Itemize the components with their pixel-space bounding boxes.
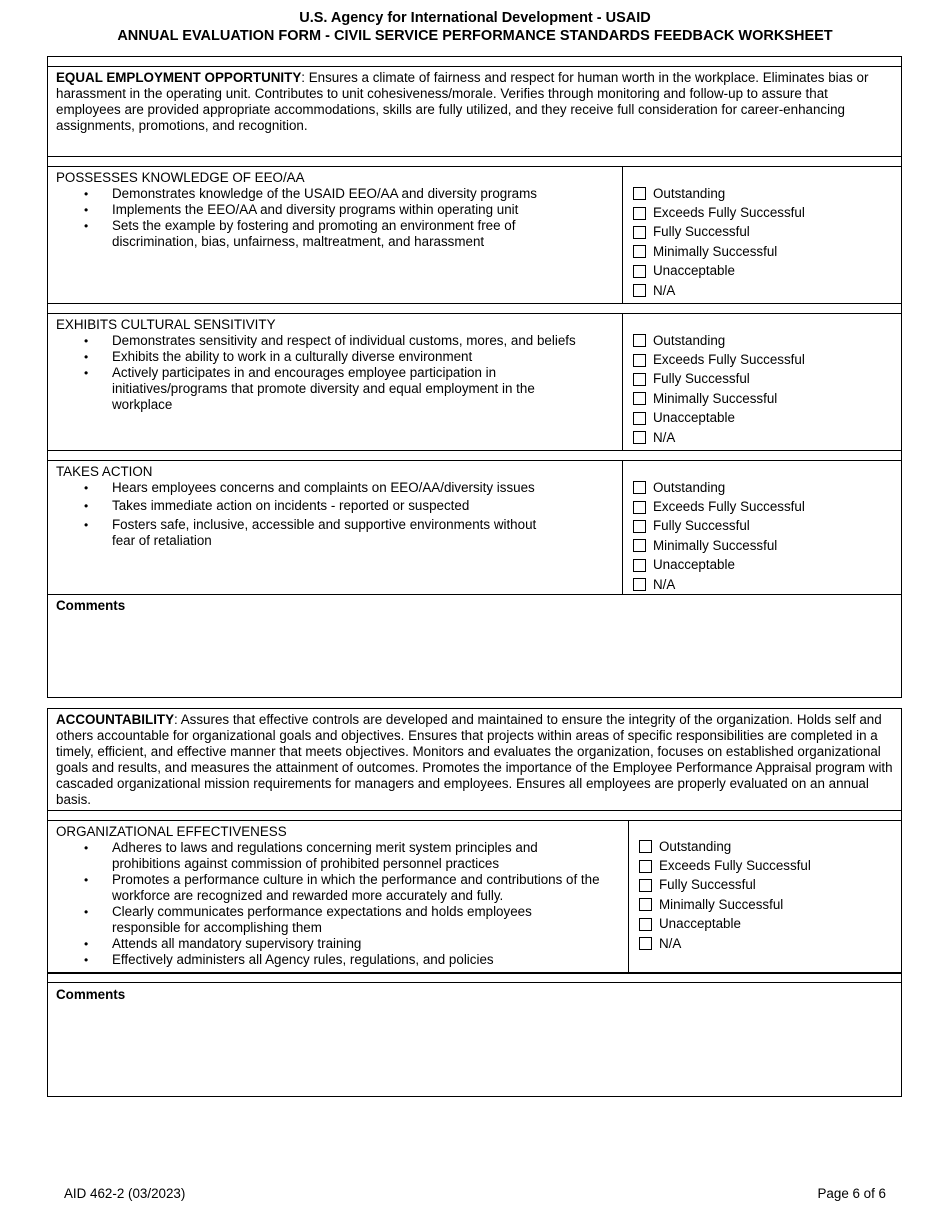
bullet-item: • Takes immediate action on incidents - reported or suspected [56, 498, 616, 514]
checkbox[interactable] [639, 840, 652, 853]
bullet-item: • Demonstrates knowledge of the USAID EEO/AA and diversity programs [56, 186, 616, 202]
option-label: Fully Successful [653, 518, 750, 534]
rule [47, 303, 902, 304]
option-label: Unacceptable [653, 557, 735, 573]
eeo-heading: EQUAL EMPLOYMENT OPPORTUNITY [56, 70, 302, 85]
checkbox[interactable] [633, 373, 646, 386]
section-bullets [56, 840, 616, 968]
option-label: Fully Successful [653, 224, 750, 240]
checkbox[interactable] [633, 392, 646, 405]
option-label: Fully Successful [659, 877, 756, 893]
rating-group [633, 478, 805, 594]
section-title: ORGANIZATIONAL EFFECTIVENESS [56, 824, 287, 839]
rule [47, 982, 902, 983]
form-number: AID 462-2 (03/2023) [64, 1186, 186, 1201]
eeo-description [56, 70, 894, 134]
checkbox[interactable] [633, 412, 646, 425]
bullet-item: • Fosters safe, inclusive, accessible and supportive environments without fear of retaliation [56, 517, 537, 549]
rule [47, 820, 902, 821]
rating-option[interactable] [633, 350, 805, 369]
column-divider [622, 313, 623, 450]
option-label: Outstanding [653, 479, 726, 495]
rating-option[interactable] [639, 837, 811, 856]
rating-option[interactable] [633, 409, 805, 428]
form-title: ANNUAL EVALUATION FORM - CIVIL SERVICE PERFORMANCE STANDARDS FEEDBACK WORKSHEET [117, 27, 833, 44]
section-bullets [56, 480, 616, 549]
column-divider [628, 820, 629, 972]
rule [47, 810, 902, 811]
rating-option[interactable] [633, 556, 805, 575]
option-label: N/A [659, 935, 682, 951]
accountability-text: : Assures that effective controls are developed and maintained to ensure the integrity of the organization. Holds self and others accountable for organizational goals and objectives. Ensures that projects within areas of specific responsibilities are completed in a timely, efficient, and effective manner that meets objectives. Monitors and evaluates the organization, focuses on established organizational goals and results, and measures the attainment of outcomes. Promotes the importance of the Employee Performance Appraisal program with cascaded organizational mission requirements for managers and employees. Ensures all employees are properly evaluated on an annual basis. [56, 712, 893, 807]
bullet-item: • Sets the example by fostering and promoting an environment free of discrimination, bias, unfairness, maltreatment, and harassment [56, 218, 552, 250]
rule [47, 66, 902, 67]
column-divider [622, 166, 623, 303]
comments-field[interactable] [48, 614, 901, 696]
accountability-description [56, 712, 894, 808]
rule [47, 450, 902, 451]
form-header [0, 10, 950, 45]
column-divider [622, 460, 623, 594]
option-label: Exceeds Fully Successful [653, 499, 805, 515]
accountability-heading: ACCOUNTABILITY [56, 712, 175, 727]
section-title: TAKES ACTION [56, 464, 153, 479]
option-label: Minimally Successful [659, 896, 784, 912]
rating-option[interactable] [633, 203, 805, 222]
checkbox[interactable] [639, 937, 652, 950]
bullet-item: • Exhibits the ability to work in a culturally diverse environment [56, 349, 616, 365]
rating-option[interactable] [639, 895, 811, 914]
option-label: Exceeds Fully Successful [653, 352, 805, 368]
option-label: Minimally Successful [653, 537, 778, 553]
section-title: EXHIBITS CULTURAL SENSITIVITY [56, 317, 276, 332]
option-label: N/A [653, 576, 676, 592]
rating-group [639, 837, 811, 953]
rule [47, 972, 902, 974]
option-label: Unacceptable [653, 410, 735, 426]
bullet-item: • Promotes a performance culture in which the performance and contributions of the workforce are recognized and rewarded more accurately and fully. [56, 872, 602, 904]
option-label: N/A [653, 282, 676, 298]
rating-option[interactable] [633, 281, 805, 300]
checkbox[interactable] [639, 879, 652, 892]
page-number: Page 6 of 6 [817, 1186, 886, 1201]
rating-option[interactable] [639, 934, 811, 953]
checkbox[interactable] [633, 284, 646, 297]
checkbox[interactable] [639, 860, 652, 873]
bullet-item: • Implements the EEO/AA and diversity programs within operating unit [56, 202, 616, 218]
option-label: Minimally Successful [653, 390, 778, 406]
rating-option[interactable] [639, 915, 811, 934]
rule [47, 313, 902, 314]
rating-option[interactable] [633, 575, 805, 594]
section-title: POSSESSES KNOWLEDGE OF EEO/AA [56, 170, 305, 185]
bullet-item: • Hears employees concerns and complaints on EEO/AA/diversity issues [56, 480, 616, 496]
option-label: Exceeds Fully Successful [659, 858, 811, 874]
rule [47, 594, 902, 595]
rating-option[interactable] [633, 478, 805, 497]
agency-title: U.S. Agency for International Development - USAID [299, 10, 651, 26]
bullet-item: • Attends all mandatory supervisory training [56, 936, 616, 952]
rating-option[interactable] [633, 389, 805, 408]
eeo-text: : Ensures a climate of fairness and respect for human worth in the workplace. Eliminates bias or harassment in the operating unit. Contributes to unit cohesiveness/morale. Verifies through monitoring and follow-up to assure that employees are provided appropriate accommodations, skills are fully utilized, and they receive full consideration for career-enhancing assignments, promotions, and recognition. [56, 70, 869, 133]
bullet-item: • Actively participates in and encourages employee participation in initiatives/programs that promote diversity and equal employment in the workplace [56, 365, 562, 413]
checkbox[interactable] [633, 334, 646, 347]
bullet-item: • Effectively administers all Agency rules, regulations, and policies [56, 952, 616, 968]
checkbox[interactable] [633, 187, 646, 200]
option-label: Exceeds Fully Successful [653, 205, 805, 221]
rating-option[interactable] [633, 428, 805, 447]
checkbox[interactable] [633, 481, 646, 494]
rating-option[interactable] [633, 223, 805, 242]
checkbox[interactable] [633, 559, 646, 572]
checkbox[interactable] [633, 207, 646, 220]
rating-option[interactable] [639, 856, 811, 875]
rating-option[interactable] [633, 497, 805, 516]
option-label: Outstanding [653, 332, 726, 348]
checkbox[interactable] [639, 898, 652, 911]
checkbox[interactable] [633, 245, 646, 258]
rating-option[interactable] [633, 331, 805, 350]
option-label: Minimally Successful [653, 243, 778, 259]
section-bullets [56, 333, 616, 413]
rating-option[interactable] [633, 242, 805, 261]
bullet-item: • Demonstrates sensitivity and respect of individual customs, mores, and beliefs [56, 333, 616, 349]
checkbox[interactable] [633, 520, 646, 533]
option-label: Outstanding [659, 838, 732, 854]
checkbox[interactable] [633, 539, 646, 552]
option-label: Unacceptable [659, 916, 741, 932]
checkbox[interactable] [633, 501, 646, 514]
rating-option[interactable] [639, 876, 811, 895]
rating-group [633, 184, 805, 300]
option-label: Outstanding [653, 185, 726, 201]
rating-option[interactable] [633, 370, 805, 389]
rating-option[interactable] [633, 184, 805, 203]
rating-group [633, 331, 805, 447]
comments-label: Comments [56, 987, 126, 1002]
comments-field[interactable] [48, 1004, 901, 1096]
rating-option[interactable] [633, 262, 805, 281]
checkbox[interactable] [639, 918, 652, 931]
bullet-item: • Adheres to laws and regulations concerning merit system principles and prohibitions against commission of prohibited personnel practices [56, 840, 557, 872]
checkbox[interactable] [633, 226, 646, 239]
option-label: N/A [653, 429, 676, 445]
rating-option[interactable] [633, 536, 805, 555]
rule [47, 166, 902, 167]
option-label: Fully Successful [653, 371, 750, 387]
rule [47, 156, 902, 157]
section-bullets [56, 186, 616, 250]
checkbox[interactable] [633, 265, 646, 278]
option-label: Unacceptable [653, 263, 735, 279]
checkbox[interactable] [633, 578, 646, 591]
checkbox[interactable] [633, 354, 646, 367]
bullet-item: • Clearly communicates performance expectations and holds employees responsible for accomplishing them [56, 904, 557, 936]
comments-label: Comments [56, 598, 126, 613]
checkbox[interactable] [633, 431, 646, 444]
rule [47, 460, 902, 461]
rating-option[interactable] [633, 517, 805, 536]
